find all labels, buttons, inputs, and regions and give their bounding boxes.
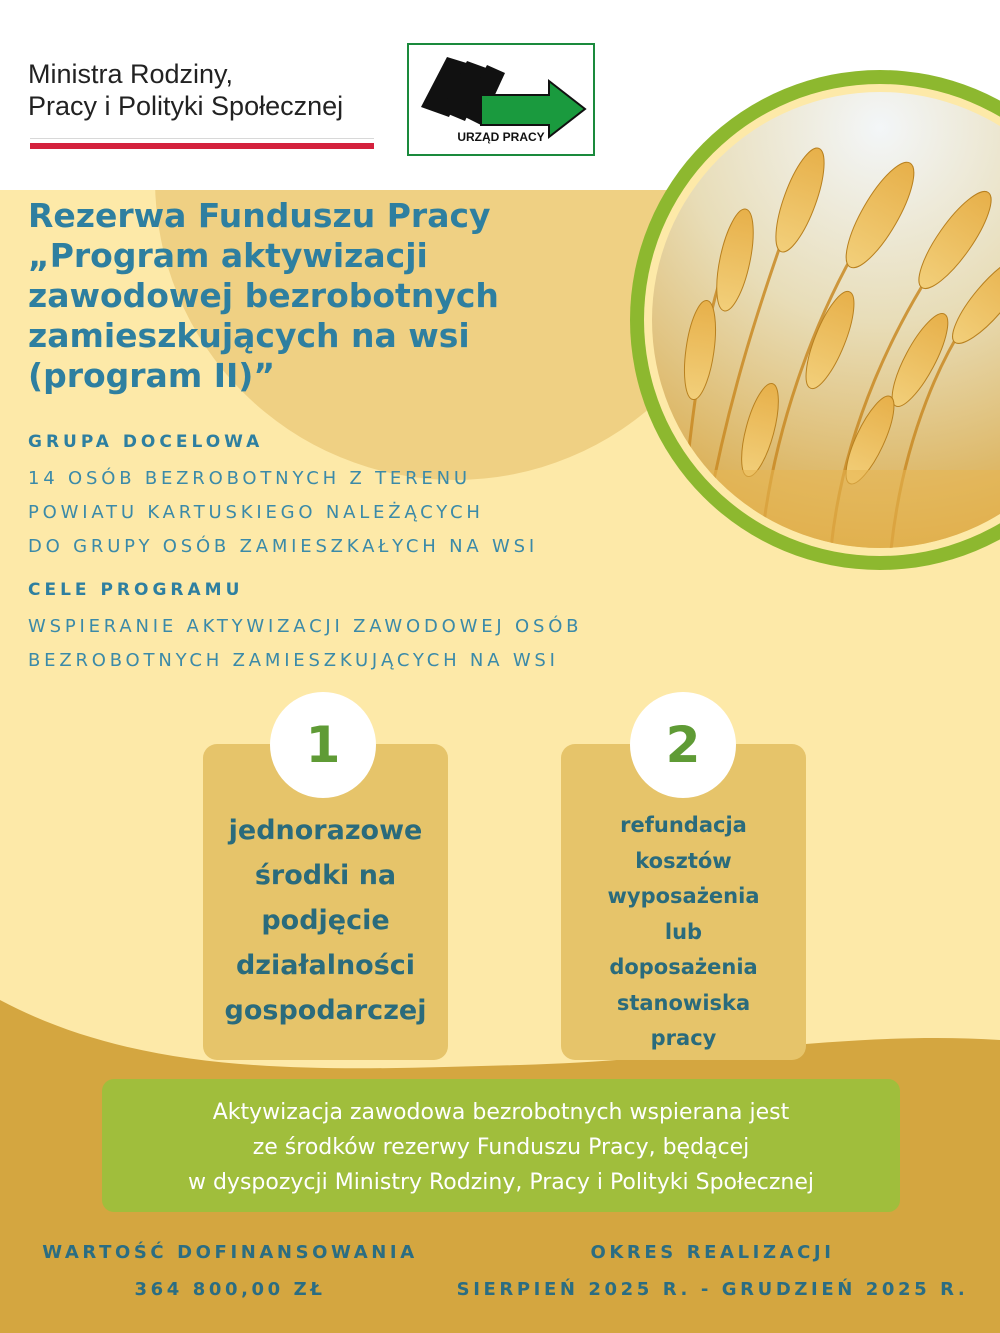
period-value: SIERPIEŃ 2025 R. - GRUDZIEŃ 2025 R. <box>456 1279 969 1300</box>
card-2-text <box>561 808 806 1057</box>
target-group-line-3: DO GRUPY OSÓB ZAMIESZKAŁYCH NA WSI <box>28 536 538 557</box>
ministry-line-2: Pracy i Polityki Społecznej <box>28 91 344 121</box>
polish-flag-stripe <box>30 138 374 149</box>
funding-note-line-2: ze środków rezerwy Funduszu Pracy, będącej <box>252 1135 750 1160</box>
period-block <box>440 1234 985 1308</box>
card-2-number: 2 <box>630 692 736 798</box>
page-title <box>28 196 648 396</box>
title-line-3: zawodowej bezrobotnych <box>28 276 499 315</box>
ministry-name <box>28 58 343 122</box>
card-2-line: wyposażenia <box>607 884 760 908</box>
card-1-line: podjęcie <box>261 905 390 936</box>
logo-text: URZĄD PRACY <box>457 130 545 144</box>
card-2-line: stanowiska <box>616 990 751 1015</box>
goals-line-2: BEZROBOTNYCH ZAMIESZKUJĄCYCH NA WSI <box>28 650 559 671</box>
card-2-line: kosztów <box>635 848 732 873</box>
title-line-4: zamieszkujących na wsi <box>28 316 470 355</box>
target-group-line-2: POWIATU KARTUSKIEGO NALEŻĄCYCH <box>28 502 484 523</box>
title-line-1: Rezerwa Funduszu Pracy <box>28 196 491 235</box>
card-1-line: środki na <box>254 860 397 891</box>
goals-text <box>28 610 582 678</box>
card-2-line: pracy <box>650 1026 717 1050</box>
goals-line-1: WSPIERANIE AKTYWIZACJI ZAWODOWEJ OSÓB <box>28 616 583 637</box>
funding-value-block <box>20 1234 440 1308</box>
period-label: OKRES REALIZACJI <box>590 1242 835 1263</box>
card-1-text <box>203 808 448 1033</box>
card-1-line: gospodarczej <box>224 995 427 1026</box>
target-group-text <box>28 462 538 564</box>
card-1-number: 1 <box>270 692 376 798</box>
card-2-line: doposażenia <box>609 955 758 979</box>
ministry-line-1: Ministra Rodziny, <box>28 59 234 89</box>
funding-value-label: WARTOŚĆ DOFINANSOWANIA <box>42 1242 418 1263</box>
title-line-5: (program II)” <box>28 356 276 395</box>
funding-note-line-3: w dyspozycji Ministry Rodziny, Pracy i Polityki Społecznej <box>187 1170 815 1195</box>
target-group-label: GRUPA DOCELOWA <box>28 432 264 452</box>
target-group-line-1: 14 OSÓB BEZROBOTNYCH Z TERENU <box>28 468 471 489</box>
funding-note-text <box>102 1095 900 1200</box>
funding-value: 364 800,00 ZŁ <box>134 1279 326 1300</box>
card-2-line: refundacja <box>620 813 747 837</box>
goals-label: CELE PROGRAMU <box>28 580 244 600</box>
card-2-line: lub <box>664 919 703 944</box>
card-1-line: działalności <box>235 950 416 981</box>
funding-note-box <box>102 1079 900 1212</box>
title-line-2: „Program aktywizacji <box>28 236 428 275</box>
funding-note-line-1: Aktywizacja zawodowa bezrobotnych wspierana jest <box>212 1100 790 1125</box>
card-1-line: jednorazowe <box>228 815 423 846</box>
urzad-pracy-logo <box>407 43 595 156</box>
